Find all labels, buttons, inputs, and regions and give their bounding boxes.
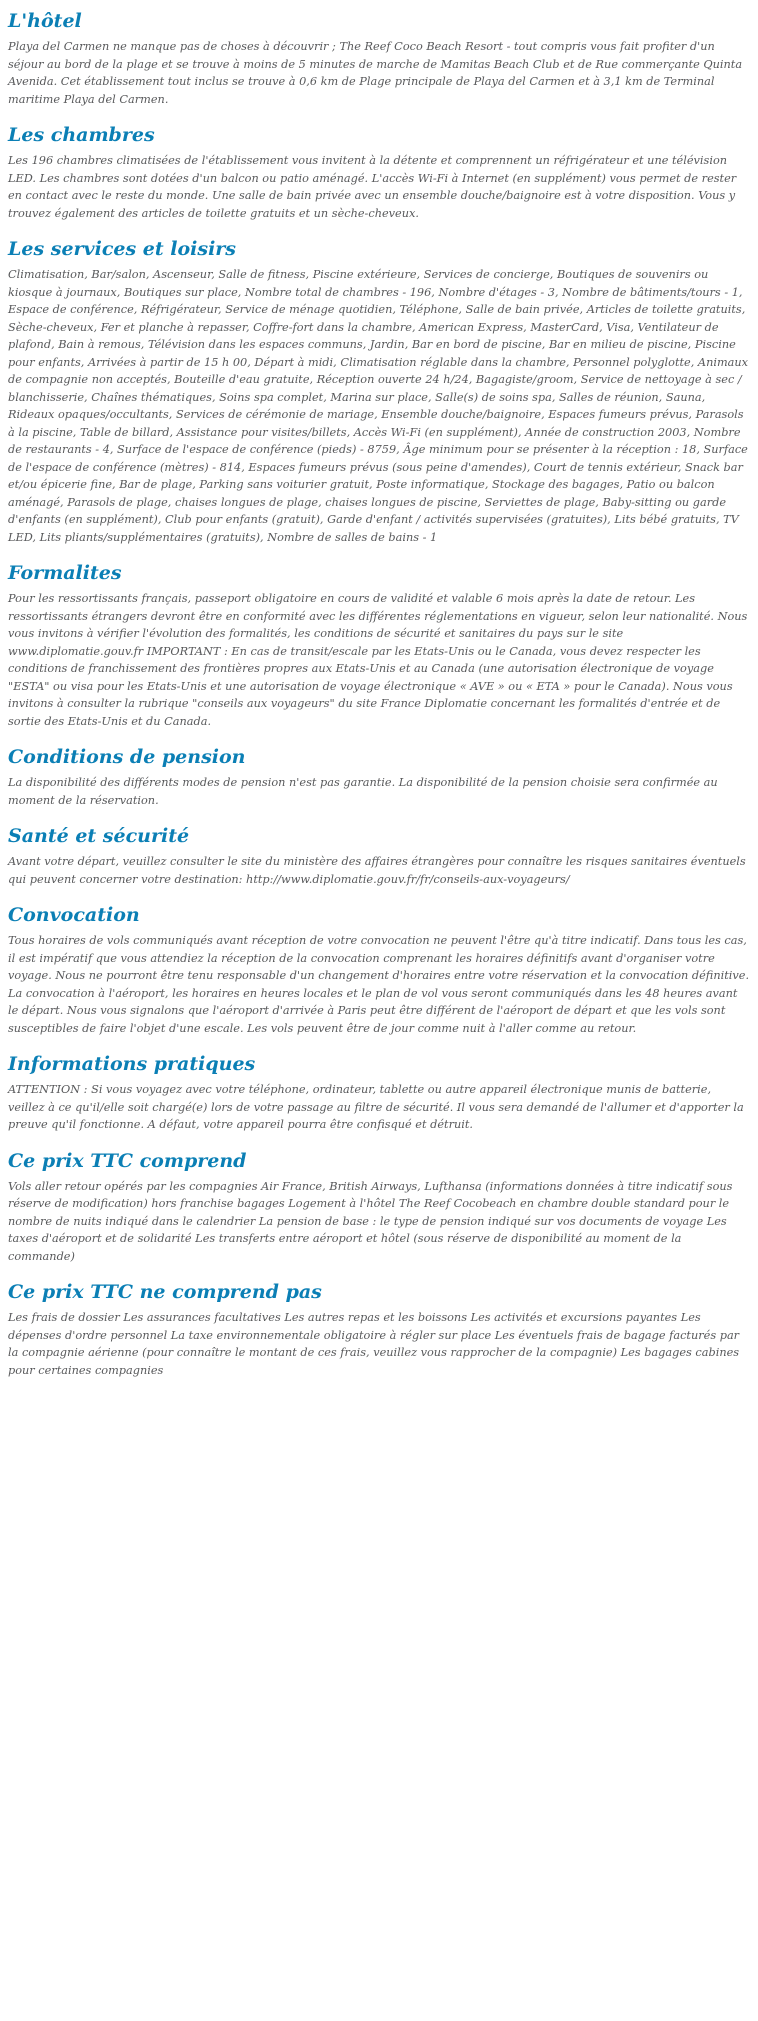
section-paragraph: Pour les ressortissants français, passeport obligatoire en cours de validité et valable 6 mois après la date de retour. Les ressortissants étrangers devront être en conformité avec les différentes réglementations en vigueur, selon leur nationalité. Nous vous invitons à vérifier l'évolution des formalités, les conditions de sécurité et sanitaires du pays sur le site www.diplomatie.gouv.fr IMPORTANT : En cas de transit/escale par les Etats-Unis ou le Canada, vous devez respecter les conditions de franchissement des frontières propres aux Etats-Unis et au Canada (une autorisation électronique de voyage "ESTA" ou visa pour les Etats-Unis et une autorisation de voyage électronique « AVE » ou « ETA » pour le Canada). Nous vous invitons à consulter la rubrique "conseils aux voyageurs" du site France Diplomatie concernant les formalités d'entrée et de sortie des Etats-Unis et du Canada. xyxy=(8,592,748,728)
section-heading: Les services et loisirs xyxy=(8,238,236,260)
section-price-includes xyxy=(8,1150,750,1266)
section-heading: Santé et sécurité xyxy=(8,825,190,847)
section-convocation xyxy=(8,904,750,1037)
section-health-and-safety xyxy=(8,825,750,888)
section-paragraph: La disponibilité des différents modes de pension n'est pas garantie. La disponibilité de la pension choisie sera confirmée au moment de la réservation. xyxy=(8,776,718,807)
section-heading: Formalites xyxy=(8,562,122,584)
section-price-excludes xyxy=(8,1281,750,1379)
section-heading: Convocation xyxy=(8,904,140,926)
section-heading: Ce prix TTC ne comprend pas xyxy=(8,1281,322,1303)
section-rooms xyxy=(8,124,750,222)
section-formalities xyxy=(8,562,750,730)
section-heading: Informations pratiques xyxy=(8,1053,256,1075)
section-heading: Ce prix TTC comprend xyxy=(8,1149,247,1172)
section-paragraph: Les 196 chambres climatisées de l'établissement vous invitent à la détente et comprennent un réfrigérateur et une télévision LED. Les chambres sont dotées d'un balcon ou patio aménagé. L'accès Wi-Fi à Internet (en supplément) vous permet de rester en contact avec le reste du monde. Une salle de bain privée avec un ensemble douche/baignoire est à votre disposition. Vous y trouvez également des articles de toilette gratuits et un sèche-cheveux. xyxy=(8,154,737,220)
section-heading: Les chambres xyxy=(8,124,155,146)
section-services-and-leisure xyxy=(8,238,750,546)
section-hotel xyxy=(8,10,750,108)
section-heading: L'hôtel xyxy=(8,10,82,32)
section-practical-information xyxy=(8,1053,750,1134)
section-board-conditions xyxy=(8,746,750,809)
section-paragraph: Avant votre départ, veuillez consulter le site du ministère des affaires étrangères pour connaître les risques sanitaires éventuels qui peuvent concerner votre destination: http://www.diplomatie.gouv.fr/fr/conseils-aux-voyageurs/ xyxy=(8,855,746,886)
section-paragraph: ATTENTION : Si vous voyagez avec votre téléphone, ordinateur, tablette ou autre appareil électronique munis de batterie, veillez à ce qu'il/elle soit chargé(e) lors de votre passage au filtre de sécurité. Il vous sera demandé de l'allumer et d'apporter la preuve qu'il fonctionne. A défaut, votre appareil pourra être confisqué et détruit. xyxy=(8,1083,744,1131)
section-paragraph: Tous horaires de vols communiqués avant réception de votre convocation ne peuvent l'être qu'à titre indicatif. Dans tous les cas, il est impératif que vous attendiez la réception de la convocation comprenant les horaires définitifs avant d'organiser votre voyage. Nous ne pourront être tenu responsable d'un changement d'horaires entre votre réservation et la convocation définitive. La convocation à l'aéroport, les horaires en heures locales et le plan de vol vous seront communiqués dans les 48 heures avant le départ. Nous vous signalons que l'aéroport d'arrivée à Paris peut être différent de l'aéroport de départ et que les vols sont susceptibles de faire l'objet d'une escale. Les vols peuvent être de jour comme nuit à l'aller comme au retour. xyxy=(8,934,750,1035)
section-paragraph: Les frais de dossier Les assurances facultatives Les autres repas et les boissons Les activités et excursions payantes Les dépenses d'ordre personnel La taxe environnementale obligatoire à régler sur place Les éventuels frais de bagage facturés par la compagnie aérienne (pour connaître le montant de ces frais, veuillez vous rapprocher de la compagnie) Les bagages cabines pour certaines compagnies xyxy=(8,1311,740,1377)
section-heading: Conditions de pension xyxy=(8,746,246,768)
section-paragraph: Playa del Carmen ne manque pas de choses à découvrir ; The Reef Coco Beach Resort - tout compris vous fait profiter d'un séjour au bord de la plage et se trouve à moins de 5 minutes de marche de Mamitas Beach Club et de Rue commerçante Quinta Avenida. Cet établissement tout inclus se trouve à 0,6 km de Plage principale de Playa del Carmen et à 3,1 km de Terminal maritime Playa del Carmen. xyxy=(8,40,743,106)
section-paragraph: Vols aller retour opérés par les compagnies Air France, British Airways, Lufthansa (informations données à titre indicatif sous réserve de modification) hors franchise bagages Logement à l'hôtel The Reef Cocobeach en chambre double standard pour le nombre de nuits indiqué dans le calendrier La pension de base : le type de pension indiqué sur vos documents de voyage Les taxes d'aéroport et de solidarité Les transferts entre aéroport et hôtel (sous réserve de disponibilité au moment de la commande) xyxy=(8,1179,733,1263)
section-paragraph: Climatisation, Bar/salon, Ascenseur, Salle de fitness, Piscine extérieure, Services de concierge, Boutiques de souvenirs ou kiosque à journaux, Boutiques sur place, Nombre total de chambres - 196, Nombre d'étages - 3, Nombre de bâtiments/tours - 1, Espace de conférence, Réfrigérateur, Service de ménage quotidien, Téléphone, Salle de bain privée, Articles de toilette gratuits, Sèche-cheveux, Fer et planche à repasser, Coffre-fort dans la chambre, American Express, MasterCard, Visa, Ventilateur de plafond, Bain à remous, Télévision dans les espaces communs, Jardin, Bar en bord de piscine, Bar en milieu de piscine, Piscine pour enfants, Arrivées à partir de 15 h 00, Départ à midi, Climatisation réglable dans la chambre, Personnel polyglotte, Animaux de compagnie non acceptés, Bouteille d'eau gratuite, Réception ouverte 24 h/24, Bagagiste/groom, Service de nettoyage à sec / blanchisserie, Chaînes thématiques, Soins spa complet, Marina sur place, Salle(s) de soins spa, Salles de réunion, Sauna, Rideaux opaques/occultants, Services de cérémonie de mariage, Ensemble douche/baignoire, Espaces fumeurs prévus, Parasols à la piscine, Table de billard, Assistance pour visites/billets, Accès Wi-Fi (en supplément), Année de construction 2003, Nombre de restaurants - 4, Surface de l'espace de conférence (pieds) - 8759, Âge minimum pour se présenter à la réception : 18, Surface de l'espace de conférence (mètres) - 814, Espaces fumeurs prévus (sous peine d'amendes), Court de tennis extérieur, Snack bar et/ou épicerie fine, Bar de plage, Parking sans voiturier gratuit, Poste informatique, Stockage des bagages, Patio ou balcon aménagé, Parasols de plage, chaises longues de plage, chaises longues de piscine, Serviettes de plage, Baby-sitting ou garde d'enfants (en supplément), Club pour enfants (gratuit), Garde d'enfant / activités supervisées (gratuites), Lits bébé gratuits, TV LED, Lits pliants/supplémentaires (gratuits), Nombre de salles de bains - 1 xyxy=(8,268,749,544)
